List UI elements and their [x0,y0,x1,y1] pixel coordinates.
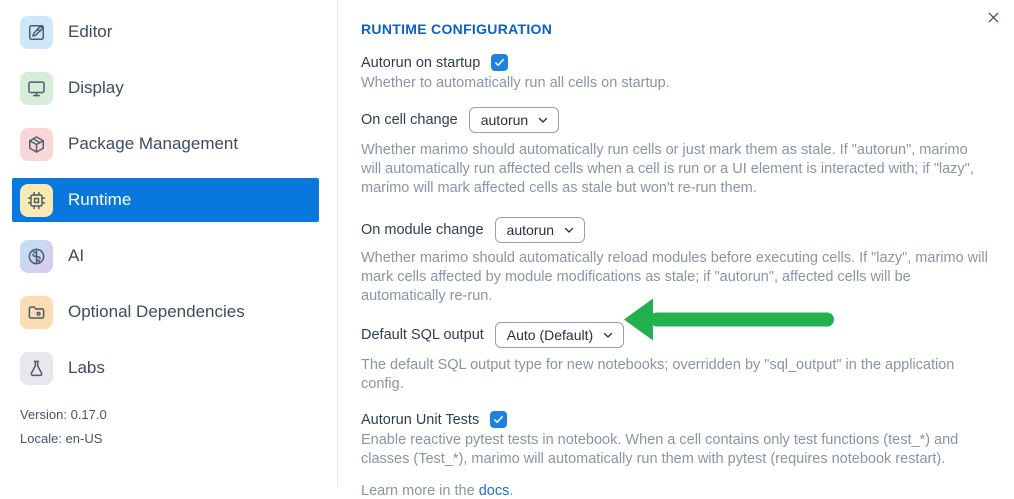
on-cell-change-description: Whether marimo should automatically run cells or just mark them as stale. If "autorun", marimo will automatically run affected cells when a cell is run or a UI element is interacted with; if "lazy", marimo will mark affected cells as stale but won't re-run them. [361,142,974,196]
close-button[interactable] [984,8,1002,26]
page-title: RUNTIME CONFIGURATION [361,21,553,37]
chevron-down-icon [563,224,575,236]
default-sql-output-field [361,322,991,394]
autorun-startup-field [361,54,991,93]
learn-more-prefix: Learn more in the [361,483,479,499]
autorun-unit-tests-description: Enable reactive pytest tests in notebook. When a cell contains only test functions (test_*) and classes (Test_*), marimo will automatically run them with pytest (requires notebook restart). [361,432,959,467]
locale-text: Locale: en-US [20,431,103,446]
sidebar-item-label: Editor [68,22,113,41]
folder-icon [20,296,53,329]
flask-icon [20,352,53,385]
sidebar-item-optional-dependencies[interactable] [12,290,319,334]
sidebar-item-display[interactable] [12,66,319,110]
sidebar-item-package-management[interactable] [12,122,319,166]
runtime-settings-panel [361,0,991,499]
sidebar-item-label: AI [68,246,85,265]
package-icon [20,128,53,161]
sidebar-item-label: Display [68,78,124,97]
autorun-startup-description: Whether to automatically run all cells on startup. [361,75,670,91]
autorun-startup-checkbox[interactable] [491,54,508,71]
autorun-unit-tests-label: Autorun Unit Tests [361,411,480,428]
version-text: Version: 0.17.0 [20,407,107,422]
sidebar-nav [0,0,337,390]
sidebar-meta [20,407,107,455]
docs-link[interactable]: docs [478,483,510,499]
select-value: autorun [506,222,555,238]
select-value: autorun [480,112,529,128]
default-sql-output-label: Default SQL output [361,327,484,343]
cpu-icon [20,184,53,217]
default-sql-output-description: The default SQL output type for new notebooks; overridden by "sql_output" in the application config. [361,357,955,392]
brain-icon [20,240,53,273]
sidebar-item-label: Optional Dependencies [68,302,245,321]
on-module-change-description: Whether marimo should automatically reload modules before executing cells. If "lazy", marimo will mark cells affected by module modifications as stale; if "autorun", affected cells will be automatically re-run. [361,250,988,304]
learn-more-text [361,483,991,499]
sidebar-item-runtime[interactable] [12,178,319,222]
sidebar-item-ai[interactable] [12,234,319,278]
select-value: Auto (Default) [506,327,594,343]
on-module-change-select[interactable] [495,217,585,243]
on-module-change-label: On module change [361,222,484,238]
close-icon [987,11,1000,24]
chevron-down-icon [602,329,614,341]
sidebar-item-labs[interactable] [12,346,319,390]
sidebar-item-editor[interactable] [12,10,319,54]
sidebar-item-label: Runtime [68,190,132,209]
on-cell-change-select[interactable] [469,107,559,133]
edit-icon [20,16,53,49]
on-module-change-field [361,217,991,306]
autorun-startup-label: Autorun on startup [361,54,481,71]
check-icon [494,57,505,68]
autorun-unit-tests-field [361,411,991,469]
default-sql-output-select[interactable] [495,322,624,348]
sidebar-item-label: Package Management [68,134,239,153]
settings-sidebar [0,0,338,486]
check-icon [493,414,504,425]
monitor-icon [20,72,53,105]
autorun-unit-tests-checkbox[interactable] [490,411,507,428]
chevron-down-icon [537,114,549,126]
on-cell-change-field [361,107,991,198]
learn-more-suffix: . [509,483,514,499]
on-cell-change-label: On cell change [361,112,458,128]
sidebar-item-label: Labs [68,358,105,377]
